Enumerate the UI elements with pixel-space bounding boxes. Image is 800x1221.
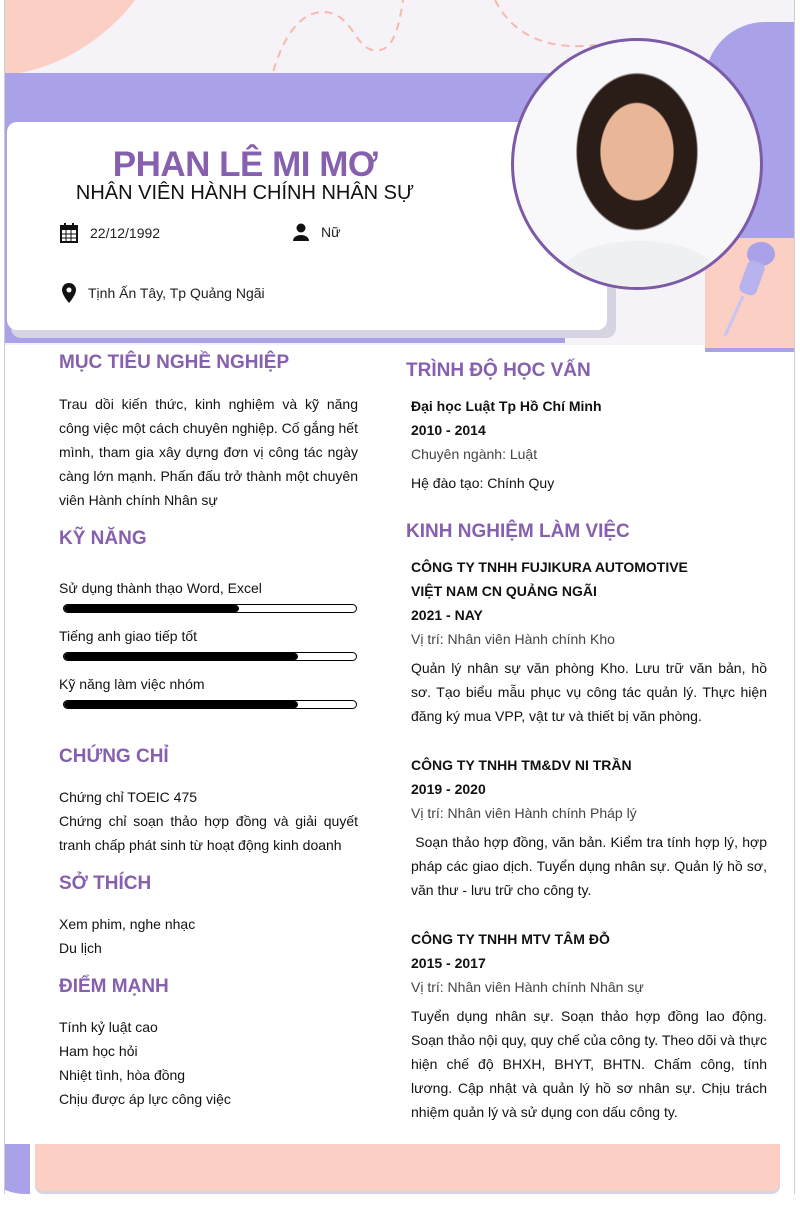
job-company: CÔNG TY TNHH FUJIKURA AUTOMOTIVE VIỆT NAM CN QUẢNG NGÃI — [411, 559, 688, 599]
hobbies-heading: SỞ THÍCH — [59, 873, 152, 894]
job-years: 2019 - 2020 — [411, 781, 486, 797]
job-role: Vị trí: Nhân viên Hành chính Pháp lý — [411, 805, 637, 821]
job-description: Soạn thảo hợp đồng, văn bản. Kiểm tra tính hợp lý, hợp pháp các giao dịch. Tuyển dụng nhân sự. Quản lý hồ sơ, văn thư - lưu trữ cho công ty. — [411, 834, 771, 898]
gender-row — [293, 223, 340, 241]
skill-bar — [63, 652, 357, 661]
skill-bar — [63, 604, 357, 613]
skill-bar-fill — [64, 701, 298, 708]
skill-label: Tiếng anh giao tiếp tốt — [59, 628, 198, 644]
user-icon — [293, 223, 309, 241]
skill-bar-fill — [64, 605, 239, 612]
address-value: Tịnh Ấn Tây, Tp Quảng Ngãi — [88, 285, 265, 301]
objective-text: Trau dồi kiến thức, kinh nghiệm và kỹ năng công việc một cách chuyên nghiệp. Cố gắng hết mình, tham gia xây dựng đơn vị công tác ngày càng lớn mạnh. Phấn đấu trở thành một chuyên viên Hành chính Nhân sự — [59, 396, 358, 508]
objective-heading: MỤC TIÊU NGHỀ NGHIỆP — [59, 352, 290, 373]
hobby-item: Du lịch — [59, 940, 102, 956]
dob-value: 22/12/1992 — [90, 225, 161, 241]
strength-item: Tính kỷ luật cao — [59, 1019, 158, 1035]
hobby-item: Xem phim, nghe nhạc — [59, 916, 196, 932]
skills-heading: KỸ NĂNG — [59, 528, 147, 549]
map-pin-icon — [62, 283, 76, 303]
skill-bar-fill — [64, 653, 298, 660]
education-heading: TRÌNH ĐỘ HỌC VẤN — [406, 360, 591, 381]
job-role: Vị trí: Nhân viên Hành chính Kho — [411, 631, 615, 647]
decor-footer-purple — [4, 1144, 30, 1194]
pushpin-icon — [721, 236, 781, 341]
education-years: 2010 - 2014 — [411, 422, 486, 438]
job-description: Quản lý nhân sự văn phòng Kho. Lưu trữ văn bản, hồ sơ. Tạo biểu mẫu phục vụ công tác quản lý. Thực hiện đăng ký mua VPP, vật tư và thiết bị văn phòng. — [411, 660, 767, 724]
calendar-icon — [60, 223, 78, 243]
job-description: Tuyển dụng nhân sự. Soạn thảo hợp đồng lao động. Soạn thảo nội quy, quy chế của công ty. Theo dõi và thực hiện chế độ BHXH, BHYT, BHTN. Chấm công, tính lương. Cập nhật và quản lý hồ sơ nhân sự. Chịu trách nhiệm quản lý và sử dụng con dấu công ty. — [411, 1008, 767, 1120]
gender-value: Nữ — [321, 224, 341, 240]
certificates-heading: CHỨNG CHỈ — [59, 746, 169, 767]
dob-row — [60, 223, 160, 243]
education-mode: Hệ đào tạo: Chính Quy — [411, 475, 555, 491]
footer-band — [35, 1144, 780, 1191]
strength-item: Nhiệt tình, hòa đồng — [59, 1067, 186, 1083]
school-name: Đại học Luật Tp Hồ Chí Minh — [411, 398, 602, 414]
education-major: Chuyên ngành: Luật — [411, 446, 538, 462]
experience-heading: KINH NGHIỆM LÀM VIỆC — [406, 521, 630, 542]
strength-item: Ham học hỏi — [59, 1043, 138, 1059]
job-role: Vị trí: Nhân viên Hành chính Nhân sự — [411, 979, 644, 995]
strength-item: Chịu được áp lực công việc — [59, 1091, 231, 1107]
strengths-heading: ĐIỂM MẠNH — [59, 976, 169, 997]
job-years: 2021 - NAY — [411, 607, 483, 623]
skill-label: Sử dụng thành thạo Word, Excel — [59, 580, 262, 596]
candidate-position: NHÂN VIÊN HÀNH CHÍNH NHÂN SỰ — [75, 182, 415, 204]
job-years: 2015 - 2017 — [411, 955, 486, 971]
certificate-item: Chứng chỉ TOEIC 475 — [59, 789, 198, 805]
profile-photo — [511, 38, 763, 290]
address-row — [62, 283, 265, 303]
job-company: CÔNG TY TNHH TM&DV NI TRẦN — [411, 757, 632, 773]
certificate-item: Chứng chỉ soạn thảo hợp đồng và giải quyết tranh chấp phát sinh từ hoạt động kinh doanh — [59, 813, 358, 853]
candidate-name: PHAN LÊ MI MƠ — [112, 145, 378, 184]
job-company: CÔNG TY TNHH MTV TÂM ĐỖ — [411, 931, 610, 947]
cv-page — [4, 0, 795, 1194]
skill-label: Kỹ năng làm việc nhóm — [59, 676, 205, 692]
skill-bar — [63, 700, 357, 709]
